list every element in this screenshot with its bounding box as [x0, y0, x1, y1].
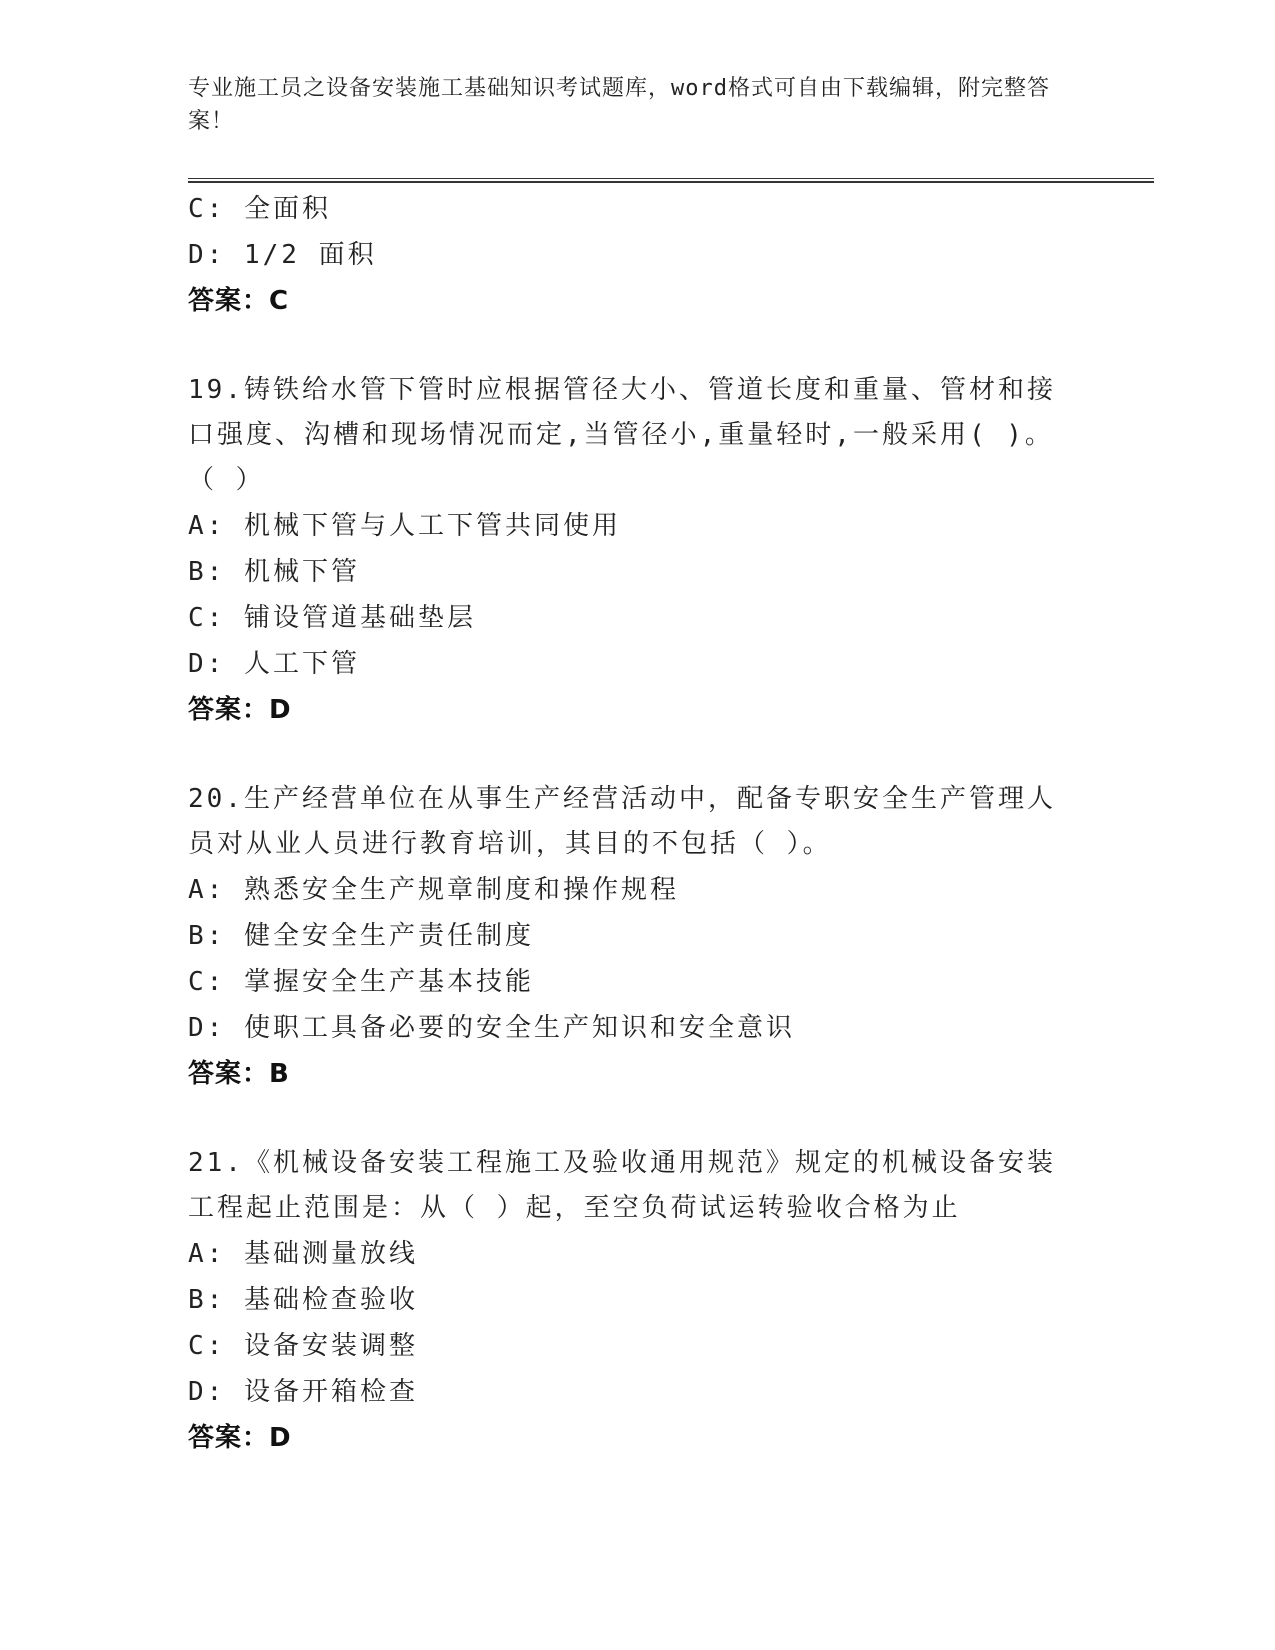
option-text: 使职工具备必要的安全生产知识和安全意识: [243, 1013, 795, 1043]
answer-line: 答案：C: [188, 286, 290, 316]
option-text: 机械下管与人工下管共同使用: [243, 511, 621, 541]
option-d: [188, 1369, 1088, 1415]
option-c: [188, 1323, 1088, 1369]
header-divider: [188, 178, 1154, 183]
option-letter: D:: [188, 649, 226, 679]
carryover-block: [188, 186, 1088, 324]
question-list: [188, 186, 1088, 1461]
question-text: 21.《机械设备安装工程施工及验收通用规范》规定的机械设备安装工程起止范围是：从（ ）起，至空负荷试运转验收合格为止: [188, 1148, 1056, 1223]
option-letter: A:: [188, 875, 226, 905]
option-letter: C:: [188, 603, 226, 633]
option-c: [188, 186, 1088, 232]
option-text: 基础检查验收: [243, 1285, 418, 1315]
option-text: 熟悉安全生产规章制度和操作规程: [243, 875, 679, 905]
option-b: [188, 549, 1088, 595]
option-b: [188, 1277, 1088, 1323]
option-a: [188, 867, 1088, 913]
option-d: [188, 232, 1088, 278]
option-letter: A:: [188, 1239, 226, 1269]
question-20: [188, 777, 1088, 1097]
option-letter: C:: [188, 967, 226, 997]
option-text: 机械下管: [243, 557, 360, 587]
answer-line: 答案：D: [188, 695, 292, 725]
option-letter: C:: [188, 194, 226, 224]
option-letter: B:: [188, 557, 226, 587]
option-a: [188, 1231, 1088, 1277]
option-letter: D:: [188, 1377, 226, 1407]
question-19: [188, 368, 1088, 733]
option-b: [188, 913, 1088, 959]
option-text: 基础测量放线: [243, 1239, 418, 1269]
option-c: [188, 595, 1088, 641]
answer-line: 答案：D: [188, 1423, 292, 1453]
question-21: [188, 1141, 1088, 1461]
option-text: 设备开箱检查: [243, 1377, 418, 1407]
option-letter: D:: [188, 240, 226, 270]
option-text: 人工下管: [243, 649, 360, 679]
option-text: 铺设管道基础垫层: [243, 603, 476, 633]
answer-line: 答案：B: [188, 1059, 290, 1089]
option-d: [188, 1005, 1088, 1051]
option-text: 掌握安全生产基本技能: [243, 967, 534, 997]
option-text: 健全安全生产责任制度: [243, 921, 534, 951]
document-header: 专业施工员之设备安装施工基础知识考试题库，word格式可自由下载编辑，附完整答案！: [188, 76, 1050, 134]
question-text: 20.生产经营单位在从事生产经营活动中，配备专职安全生产管理人员对从业人员进行教育培训，其目的不包括（ ）。: [188, 784, 1056, 859]
option-text: 全面积: [243, 194, 331, 224]
option-text: 设备安装调整: [243, 1331, 418, 1361]
option-letter: B:: [188, 921, 226, 951]
option-text: 1/2 面积: [243, 240, 377, 270]
option-c: [188, 959, 1088, 1005]
question-text: 19.铸铁给水管下管时应根据管径大小、管道长度和重量、管材和接口强度、沟槽和现场情况而定,当管径小,重量轻时,一般采用( )。（ ）: [188, 375, 1056, 495]
option-d: [188, 641, 1088, 687]
option-letter: A:: [188, 511, 226, 541]
option-letter: D:: [188, 1013, 226, 1043]
option-letter: B:: [188, 1285, 226, 1315]
option-a: [188, 503, 1088, 549]
option-letter: C:: [188, 1331, 226, 1361]
